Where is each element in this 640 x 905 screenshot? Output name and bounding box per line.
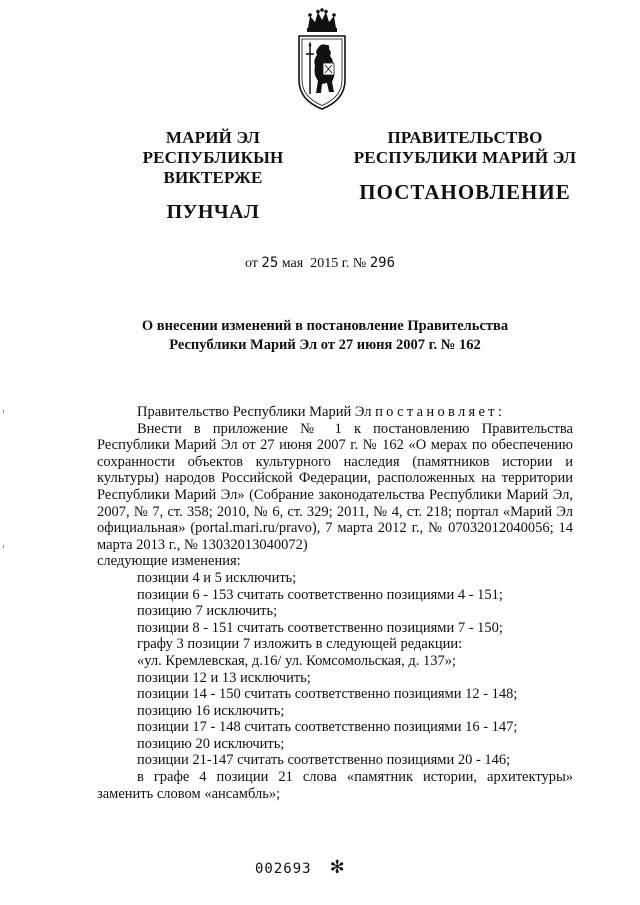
change-item: позиции 8 - 151 считать соответственно позициями 7 - 150;: [137, 619, 503, 636]
opening-line: [97, 404, 573, 421]
change-item: графу 3 позиции 7 изложить в следующей редакции:: [137, 636, 463, 653]
change-item: позиции 14 - 150 считать соответственно позициями 12 - 148;: [137, 686, 518, 703]
header-right-doc-type: ПОСТАНОВЛЕНИЕ: [359, 180, 571, 204]
change-item: «ул. Кремлевская, д.16/ ул. Комсомольская, д. 137»;: [137, 652, 457, 669]
change-item: позицию 16 исключить;: [137, 702, 285, 719]
header-right-line2: РЕСПУБЛИКИ МАРИЙ ЭЛ: [353, 148, 577, 167]
header-right-line1: ПРАВИТЕЛЬСТВО: [387, 128, 543, 147]
header-left: [95, 128, 331, 224]
date-day: 25: [261, 255, 279, 271]
document-number: 296: [369, 255, 396, 271]
changes-intro: следующие изменения:: [97, 553, 241, 570]
header-left-line2: ВИКТЕРЖЕ: [163, 168, 263, 187]
last-paragraph: в графе 4 позиции 21 слова «памятник истории, архитектуры» заменить словом «ансамбль»;: [97, 769, 573, 802]
change-item: позиции 17 - 148 считать соответственно позициями 16 - 147;: [137, 719, 518, 736]
title-line1: О внесении изменений в постановление Правительства: [141, 318, 509, 334]
coat-of-arms-emblem: [296, 8, 348, 112]
change-item: позиции 12 и 13 исключить;: [137, 669, 311, 686]
date-month-year: мая 2015 г. №: [281, 256, 367, 271]
change-item: позиции 6 - 153 считать соответственно позициями 4 - 151;: [137, 586, 503, 603]
scan-mark: [3, 410, 4, 413]
footer-serial-line: [255, 857, 345, 878]
document-body: [97, 404, 573, 802]
date-prefix: от: [244, 256, 258, 271]
opening-subject: Правительство Республики Марий Эл: [137, 404, 372, 420]
scan-mark: [3, 545, 4, 548]
main-paragraph: Внести в приложение № 1 к постановлению Правительства Республики Марий Эл от 27 июня 2007 г. № 162 «О мерах по обеспечению сохранности объектов культурного наследия (памятников истории и культуры) народов Российской Федерации, расположенных на территории Республики Марий Эл» (Собрание законодательства Республики Марий Эл, 2007, № 7, ст. 358; 2010, № 6, ст. 329; 2011, № 4, ст. 218; портал «Марий Эл официальная» (portal.mari.ru/pravo), 7 марта 2012 г., № 07032012040056; 14 марта 2013 г., № 13032013040072): [97, 420, 573, 553]
document-title: [100, 317, 550, 355]
opening-verb: постановляет:: [375, 404, 506, 420]
serial-number: 002693: [255, 861, 312, 877]
header-right: [350, 128, 580, 204]
title-line2: Республики Марий Эл от 27 июня 2007 г. № 162: [169, 337, 481, 353]
header-left-doc-type: ПУНЧАЛ: [166, 201, 260, 223]
asterisk-mark-icon: ✻: [329, 857, 345, 878]
date-number-line: [0, 254, 640, 273]
change-item: позицию 7 исключить;: [137, 603, 278, 620]
change-item: позицию 20 исключить;: [137, 735, 285, 752]
change-item: позиции 21-147 считать соответственно позициями 20 - 146;: [137, 752, 511, 769]
change-item: позиции 4 и 5 исключить;: [137, 569, 297, 586]
header-left-line1: МАРИЙ ЭЛ РЕСПУБЛИКЫН: [142, 128, 284, 167]
